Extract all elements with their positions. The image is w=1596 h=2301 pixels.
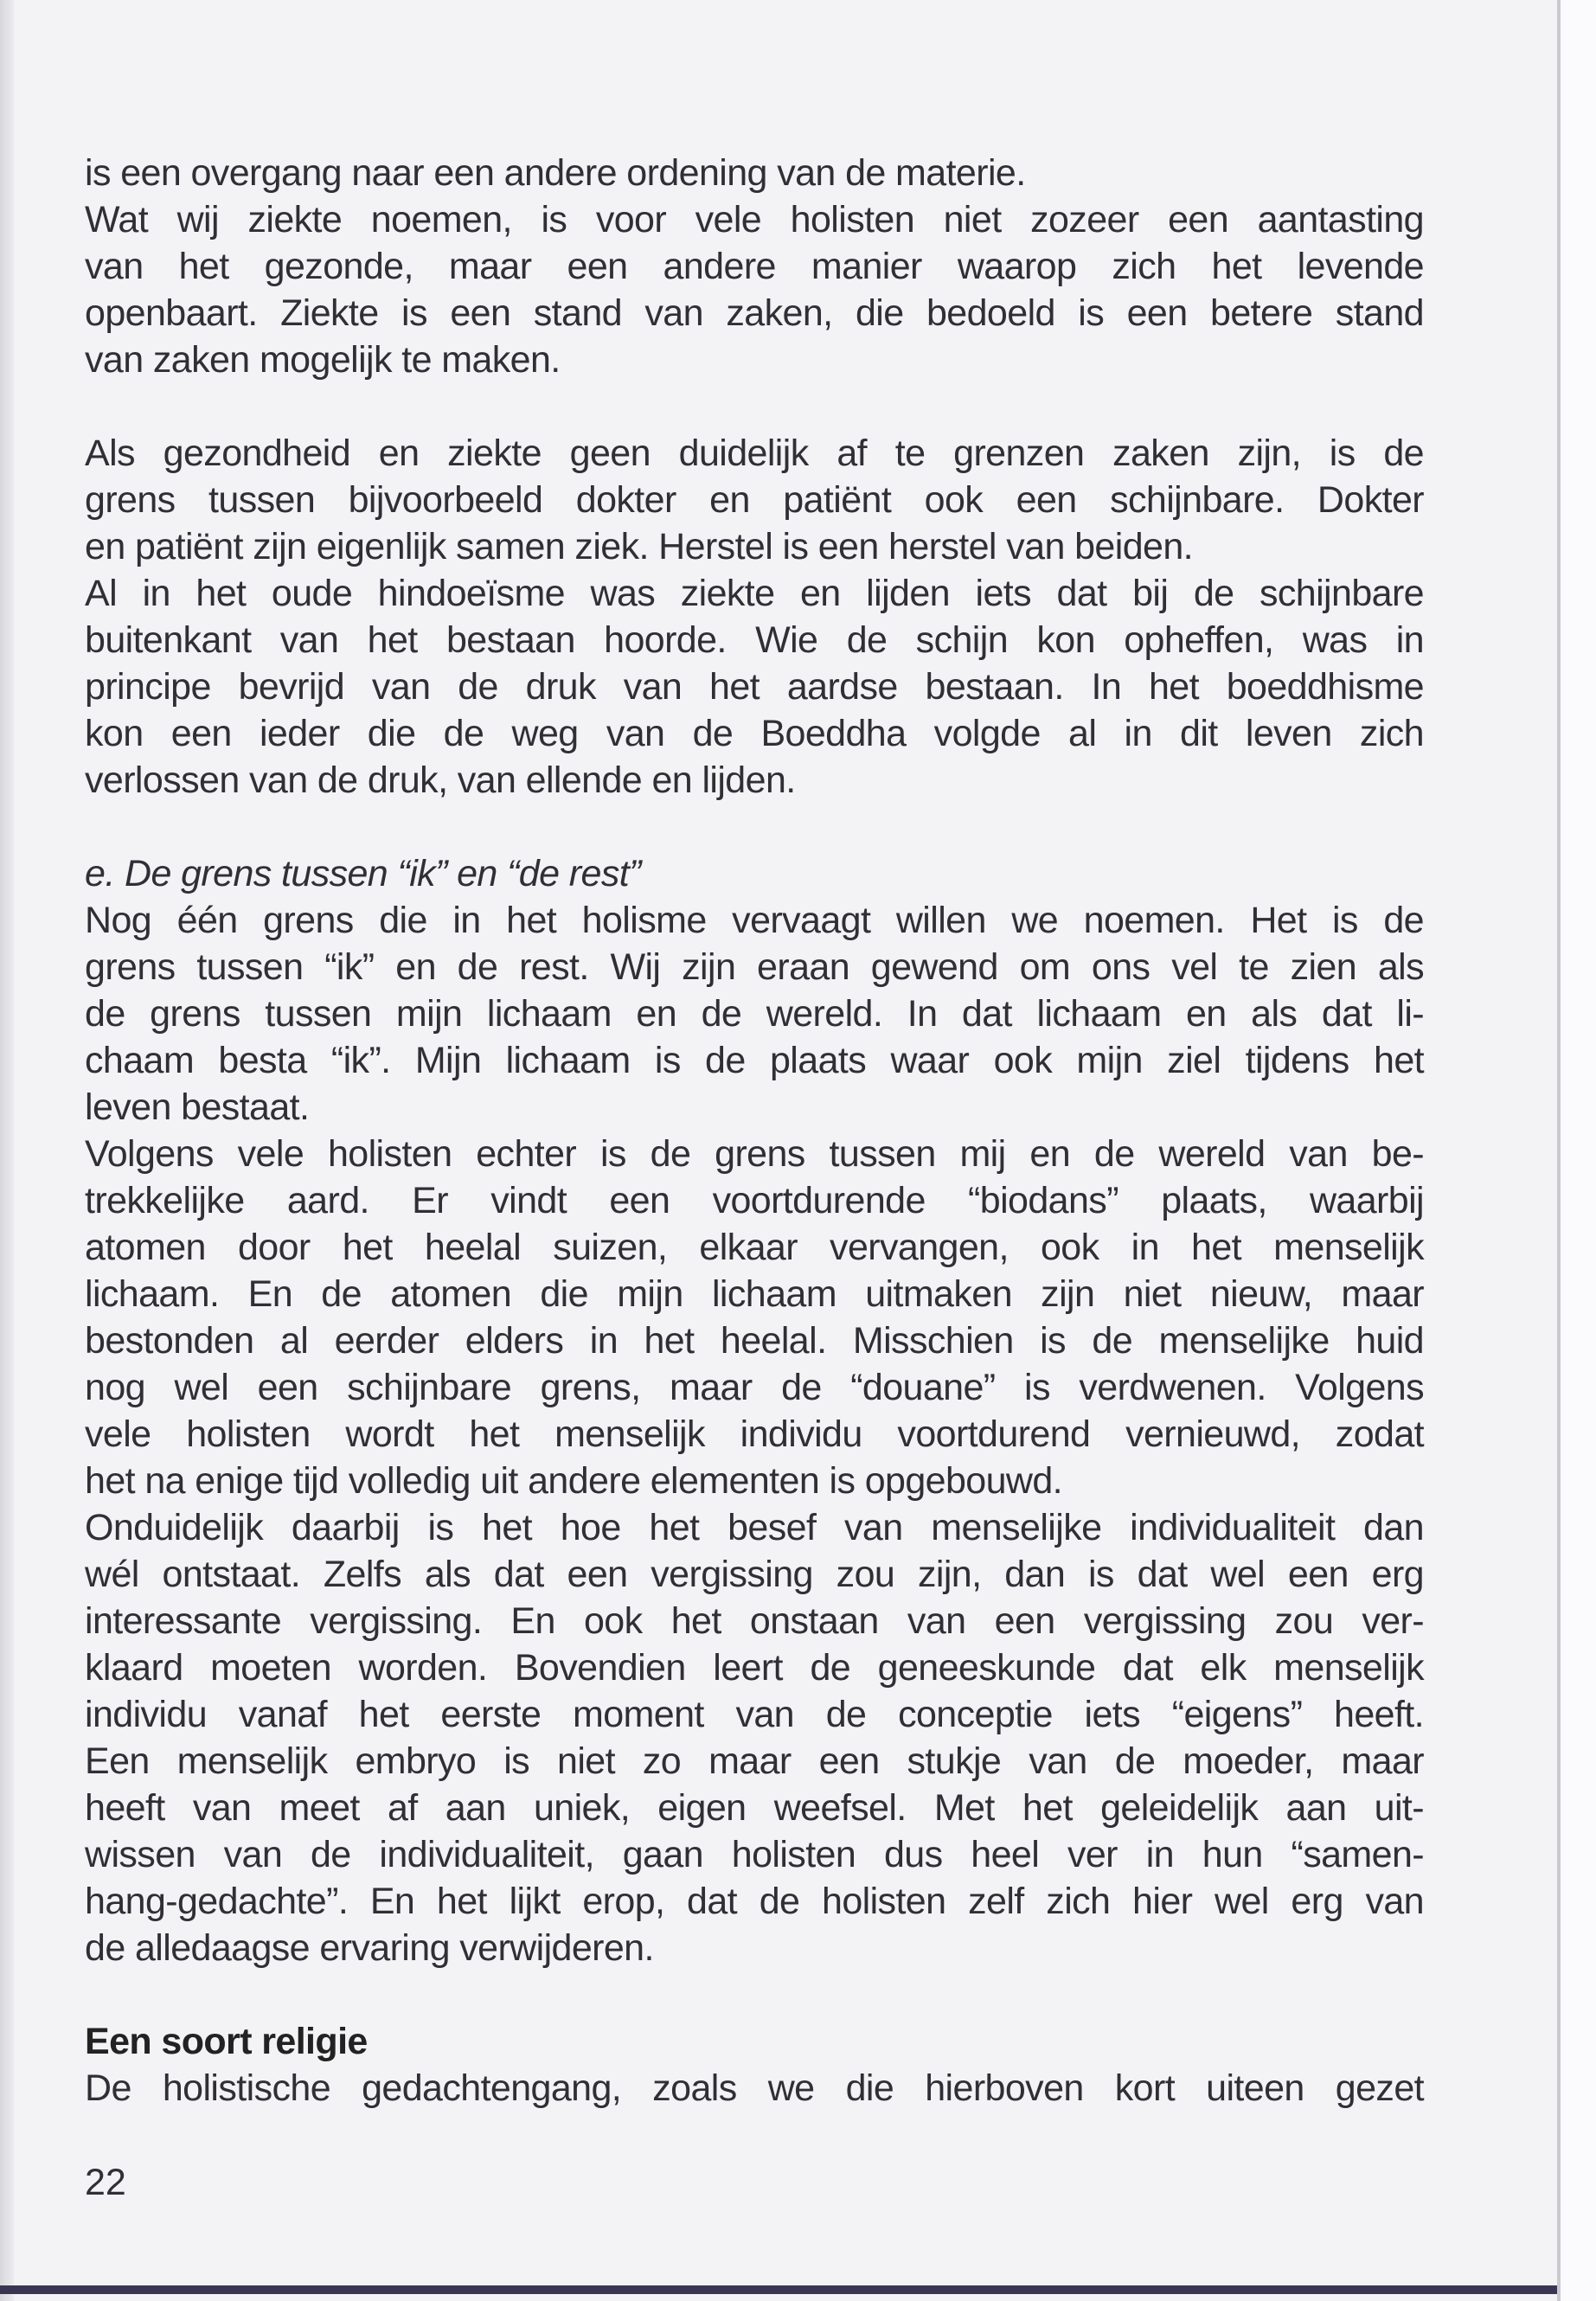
text-line: Als gezondheid en ziekte geen duidelijk af te grenzen zaken zijn, is de (85, 433, 1424, 474)
text-line: van het gezonde, maar een andere manier waarop zich het levende (85, 246, 1424, 287)
paragraph-spacer (85, 804, 1424, 850)
text-line: Al in het oude hindoeïsme was ziekte en lijden iets dat bij de schijnbare (85, 573, 1424, 614)
text-line: grens tussen bijvoorbeeld dokter en patiënt ook een schijnbare. Dokter (85, 479, 1424, 521)
text-line: Volgens vele holisten echter is de grens tussen mij en de wereld van be- (85, 1133, 1424, 1175)
text-line: en patiënt zijn eigenlijk samen ziek. Herstel is een herstel van beiden. (85, 526, 1193, 567)
text-line: nog wel een schijnbare grens, maar de “douane” is verdwenen. Volgens (85, 1367, 1424, 1408)
text-line: interessante vergissing. En ook het onstaan van een vergissing zou ver- (85, 1600, 1424, 1642)
paragraph-spacer (85, 383, 1424, 430)
section-heading: Een soort religie (85, 2021, 368, 2062)
text-line: atomen door het heelal suizen, elkaar vervangen, ook in het menselijk (85, 1227, 1424, 1268)
next-page-edge (1561, 0, 1596, 2301)
text-line: principe bevrijd van de druk van het aardse bestaan. In het boeddhisme (85, 666, 1424, 708)
text-line: het na enige tijd volledig uit andere elementen is opgebouwd. (85, 1460, 1063, 1502)
text-line: De holistische gedachtengang, zoals we die hierboven kort uiteen gezet (85, 2067, 1424, 2109)
text-line: wél ontstaat. Zelfs als dat een vergissing zou zijn, dan is dat wel een erg (85, 1554, 1424, 1595)
text-line: kon een ieder die de weg van de Boeddha volgde al in dit leven zich (85, 713, 1424, 754)
scan-bottom-edge (0, 2285, 1557, 2294)
text-line: grens tussen “ik” en de rest. Wij zijn eraan gewend om ons vel te zien als (85, 946, 1424, 988)
text-line: Wat wij ziekte noemen, is voor vele holisten niet zozeer een aantasting (85, 199, 1424, 240)
text-line: de grens tussen mijn lichaam en de wereld. In dat lichaam en als dat li- (85, 993, 1424, 1035)
text-line: klaard moeten worden. Bovendien leert de geneeskunde dat elk menselijk (85, 1647, 1424, 1689)
text-line: Onduidelijk daarbij is het hoe het besef van menselijke individualiteit dan (85, 1507, 1424, 1548)
text-line: Nog één grens die in het holisme vervaagt willen we noemen. Het is de (85, 900, 1424, 941)
page-number: 22 (85, 2162, 126, 2203)
text-line: lichaam. En de atomen die mijn lichaam uitmaken zijn niet nieuw, maar (85, 1273, 1424, 1315)
text-line: trekkelijke aard. Er vindt een voortdurende “biodans” plaats, waarbij (85, 1180, 1424, 1221)
text-line: heeft van meet af aan uniek, eigen weefsel. Met het geleidelijk aan uit- (85, 1787, 1424, 1829)
text-line: de alledaagse ervaring verwijderen. (85, 1927, 654, 1969)
scan-left-edge (0, 0, 14, 2301)
text-line: chaam besta “ik”. Mijn lichaam is de plaats waar ook mijn ziel tijdens het (85, 1040, 1424, 1081)
text-line: van zaken mogelijk te maken. (85, 339, 561, 381)
text-line: vele holisten wordt het menselijk individu voortdurend vernieuwd, zodat (85, 1413, 1424, 1455)
text-line: bestonden al eerder elders in het heelal. Misschien is de menselijke huid (85, 1320, 1424, 1362)
text-line: individu vanaf het eerste moment van de conceptie iets “eigens” heeft. (85, 1694, 1424, 1735)
text-line: verlossen van de druk, van ellende en lijden. (85, 760, 796, 801)
paragraph-spacer (85, 1971, 1424, 2018)
text-line: is een overgang naar een andere ordening van de materie. (85, 152, 1026, 194)
page-body-text (85, 150, 1424, 2112)
text-line: wissen van de individualiteit, gaan holisten dus heel ver in hun “samen- (85, 1834, 1424, 1875)
text-line: leven bestaat. (85, 1086, 310, 1128)
text-line: openbaart. Ziekte is een stand van zaken, die bedoeld is een betere stand (85, 292, 1424, 334)
text-line: buitenkant van het bestaan hoorde. Wie de schijn kon opheffen, was in (85, 619, 1424, 661)
text-line: Een menselijk embryo is niet zo maar een stukje van de moeder, maar (85, 1740, 1424, 1782)
subsection-heading: e. De grens tussen “ik” en “de rest” (85, 853, 641, 894)
text-line: hang-gedachte”. En het lijkt erop, dat de holisten zelf zich hier wel erg van (85, 1881, 1424, 1922)
